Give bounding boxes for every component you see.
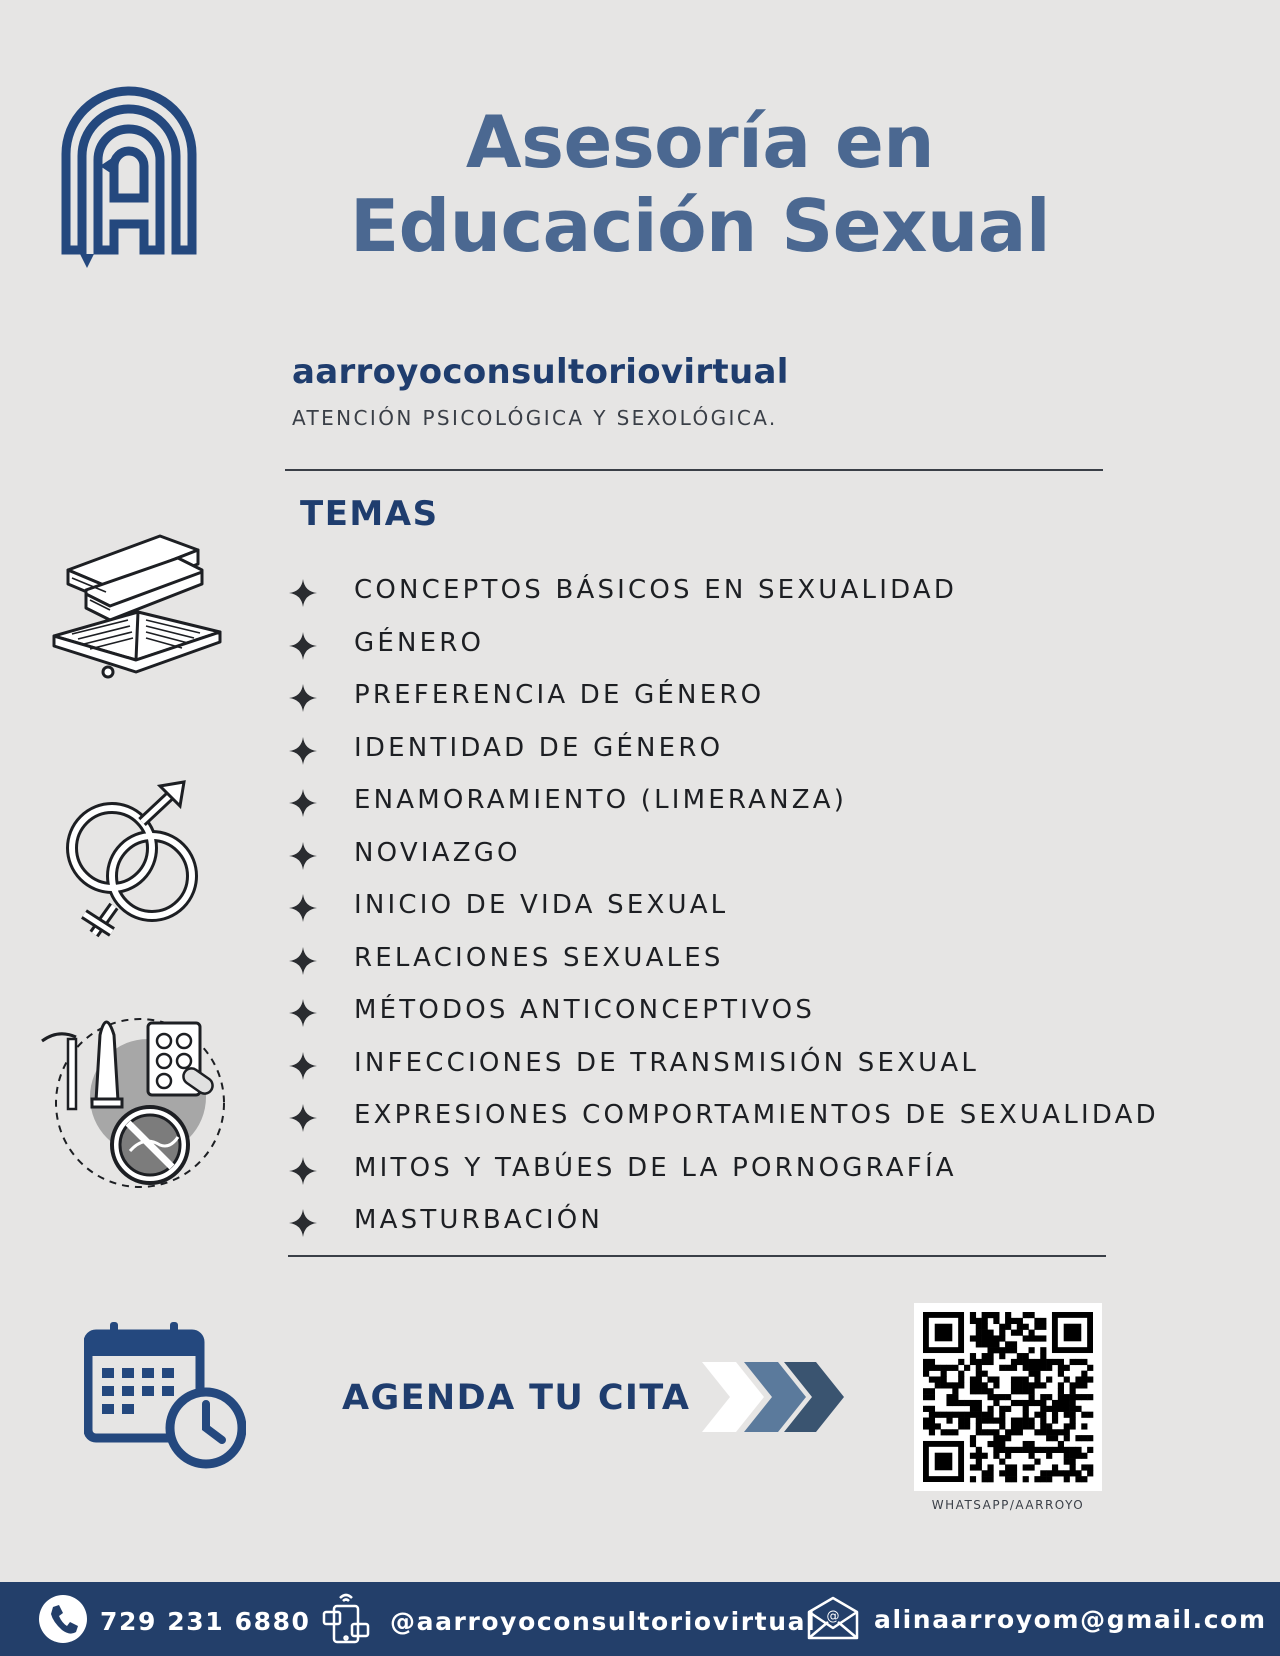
phone-icon[interactable] [38,1594,88,1644]
mail-icon[interactable] [806,1596,860,1640]
topic-item [288,1089,1208,1142]
footer-phone[interactable]: 729 231 6880 [100,1607,311,1636]
topic-item [288,774,1208,827]
topic-label: GÉNERO [354,627,485,658]
topic-item [288,722,1208,775]
title-line-1: Asesoría en [465,100,935,184]
topic-label: MASTURBACIÓN [354,1205,604,1236]
star-bullet-icon [288,1156,318,1186]
topic-label: MÉTODOS ANTICONCEPTIVOS [354,995,816,1026]
chevrons-icon [700,1360,846,1434]
topic-label: EXPRESIONES COMPORTAMIENTOS DE SEXUALIDAD [354,1100,1159,1131]
star-bullet-icon [288,1051,318,1081]
star-bullet-icon [288,788,318,818]
books-icon [50,528,230,700]
topic-label: PREFERENCIA DE GÉNERO [354,680,765,711]
topic-label: IDENTIDAD DE GÉNERO [354,732,724,763]
star-bullet-icon [288,578,318,608]
topic-label: INFECCIONES DE TRANSMISIÓN SEXUAL [354,1047,980,1078]
star-bullet-icon [288,893,318,923]
topics-list [288,564,1208,1247]
topic-item [288,879,1208,932]
star-bullet-icon [288,683,318,713]
topic-label: NOVIAZGO [354,837,521,868]
topic-item [288,617,1208,670]
contraceptives-icon [38,1005,234,1195]
star-bullet-icon [288,1103,318,1133]
topic-item [288,932,1208,985]
title-line-2: Educación Sexual [349,184,1051,268]
book-appointment-label[interactable]: AGENDA TU CITA [342,1378,691,1418]
brand-name: aarroyoconsultoriovirtual [292,352,789,392]
topic-item [288,669,1208,722]
footer-email[interactable]: alinaarroyom@gmail.com [874,1605,1267,1634]
topic-label: MITOS Y TABÚES DE LA PORNOGRAFÍA [354,1152,957,1183]
star-bullet-icon [288,998,318,1028]
brand-tagline: ATENCIÓN PSICOLÓGICA Y SEXOLÓGICA. [292,406,778,430]
topic-item [288,827,1208,880]
star-bullet-icon [288,946,318,976]
topic-item [288,984,1208,1037]
topic-label: ENAMORAMIENTO (LIMERANZA) [354,785,848,816]
topic-item [288,1142,1208,1195]
page-title [300,100,1100,268]
divider-bottom [288,1255,1106,1257]
topic-label: INICIO DE VIDA SEXUAL [354,890,729,921]
topic-item [288,1194,1208,1247]
calendar-clock-icon [84,1320,246,1470]
topic-label: RELACIONES SEXUALES [354,942,724,973]
star-bullet-icon [288,736,318,766]
star-bullet-icon [288,841,318,871]
star-bullet-icon [288,1208,318,1238]
topic-item [288,564,1208,617]
qr-caption: WHATSAPP/AARROYO [931,1498,1085,1512]
divider-top [285,469,1103,471]
topic-item [288,1037,1208,1090]
star-bullet-icon [288,631,318,661]
svg-text:@: @ [826,1609,840,1624]
logo-a-icon [58,86,200,282]
qr-code[interactable] [914,1303,1102,1491]
topic-label: CONCEPTOS BÁSICOS EN SEXUALIDAD [354,575,958,606]
topics-title: TEMAS [300,494,439,534]
qr-code-graphic [914,1303,1102,1491]
social-media-icon[interactable] [322,1590,370,1646]
footer-social-handle[interactable]: @aarroyoconsultoriovirtual [390,1607,817,1636]
gender-symbols-icon [60,778,210,953]
